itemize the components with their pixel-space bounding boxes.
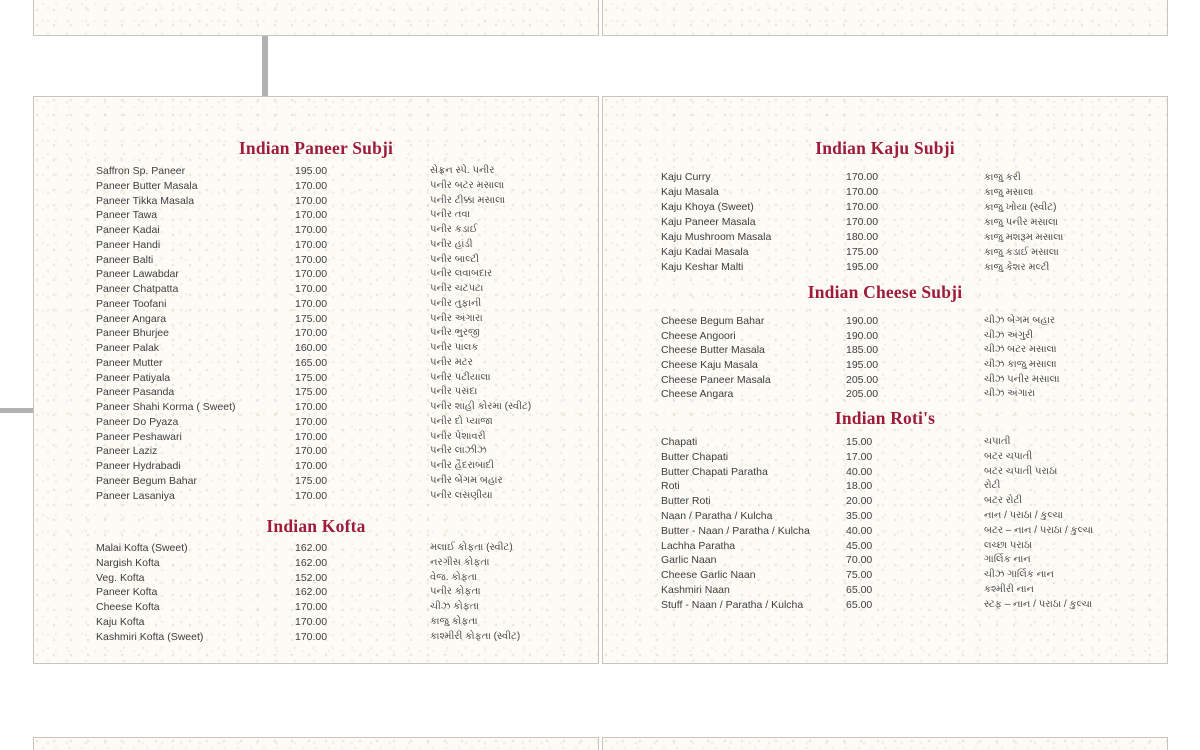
item-price: 170.00 — [846, 171, 879, 183]
item-name-gujarati: પનીર પસંદા — [430, 386, 478, 398]
menu-item-row — [603, 314, 1167, 329]
menu-item-row — [603, 479, 1167, 494]
item-price: 152.00 — [295, 571, 328, 584]
item-name-gujarati: બટર – નાન / પરાઠા / કુલ્ચા — [984, 524, 1094, 536]
item-name: Paneer Pasanda — [96, 386, 175, 399]
item-price: 205.00 — [846, 388, 879, 401]
section-title-cheese-subji: Indian Cheese Subji — [807, 282, 963, 302]
item-name: Paneer Tikka Masala — [96, 194, 195, 207]
item-price: 170.00 — [846, 201, 879, 213]
item-name: Kaju Paneer Masala — [661, 216, 756, 228]
menu-item-row — [603, 245, 1167, 260]
menu-item-row — [603, 598, 1167, 613]
item-name: Kaju Mushroom Masala — [661, 231, 772, 243]
item-name: Garlic Naan — [661, 554, 717, 567]
item-price: 170.00 — [295, 430, 328, 443]
menu-item-row — [34, 400, 598, 415]
menu-item-row — [34, 164, 598, 179]
item-name: Paneer Do Pyaza — [96, 415, 179, 428]
item-price: 170.00 — [846, 216, 879, 228]
item-name: Paneer Handi — [96, 238, 161, 251]
item-name: Paneer Angara — [96, 312, 167, 325]
item-price: 160.00 — [295, 342, 328, 354]
item-name: Paneer Chatpatta — [96, 283, 179, 295]
item-name-gujarati: પનીર તુફાની — [430, 297, 482, 309]
item-price: 45.00 — [846, 539, 873, 552]
item-price: 180.00 — [846, 231, 879, 243]
section-items-cheese-subji — [603, 314, 1167, 402]
item-name: Butter Chapati — [661, 450, 729, 463]
item-name: Saffron Sp. Paneer — [96, 165, 186, 177]
item-name-gujarati: કાજુ પનીર મસાલા — [984, 217, 1059, 228]
section-items-kaju-subji — [603, 170, 1167, 275]
item-name-gujarati: સ્ટફ – નાન / પરાઠા / કુલ્ચા — [984, 598, 1093, 610]
section-items-kofta — [34, 541, 598, 644]
menu-item-row — [34, 489, 598, 504]
item-name: Cheese Garlic Naan — [661, 569, 756, 582]
item-price: 175.00 — [295, 474, 328, 487]
menu-item-row — [34, 630, 598, 645]
item-name: Cheese Kaju Masala — [661, 359, 758, 372]
menu-item-row — [603, 524, 1167, 539]
item-name-gujarati: પનીર લવાબદાર — [430, 268, 493, 280]
item-name-gujarati: ચીઝ ગાર્લિક નાન — [984, 569, 1054, 581]
item-name: Paneer Tawa — [96, 209, 158, 222]
item-price: 75.00 — [846, 569, 873, 582]
menu-item-row — [34, 223, 598, 238]
item-name-gujarati: પનીર પેશાવરી — [430, 430, 486, 442]
item-name: Naan / Paratha / Kulcha — [661, 509, 773, 522]
item-name: Malai Kofta (Sweet) — [96, 542, 188, 554]
menu-card-top-right-partial — [602, 0, 1168, 36]
item-name-gujarati: સેફ્રન સ્પે. પનીર — [430, 165, 495, 176]
item-name: Cheese Butter Masala — [661, 344, 765, 357]
item-price: 195.00 — [846, 261, 879, 273]
menu-item-row — [34, 253, 598, 268]
item-price: 170.00 — [295, 615, 328, 628]
menu-item-row — [34, 385, 598, 400]
item-name-gujarati: પનીર પાલક — [430, 342, 479, 353]
item-name: Paneer Lawabdar — [96, 268, 179, 281]
item-name-gujarati: ચીઝ અંગુરી — [984, 329, 1034, 341]
item-name: Chapati — [661, 436, 698, 448]
item-price: 170.00 — [295, 630, 328, 643]
item-price: 190.00 — [846, 315, 879, 327]
item-name-gujarati: બટર ચપાતી — [984, 450, 1033, 462]
item-name-gujarati: પનીર ચટપટા — [430, 283, 484, 294]
item-name-gujarati: કાજુ કરી — [984, 172, 1021, 183]
item-name: Kashmiri Naan — [661, 583, 730, 596]
item-name: Paneer Balti — [96, 253, 154, 266]
section-title-rotis: Indian Roti's — [834, 408, 936, 428]
item-name-gujarati: પનીર ભુરજી — [430, 327, 480, 339]
item-name: Cheese Kofta — [96, 601, 160, 613]
menu-item-row — [603, 553, 1167, 568]
item-price: 15.00 — [846, 436, 873, 448]
item-price: 170.00 — [295, 268, 328, 281]
item-name: Stuff - Naan / Paratha / Kulcha — [661, 598, 804, 611]
item-name: Paneer Hydrabadi — [96, 460, 181, 472]
item-price: 170.00 — [295, 297, 328, 310]
menu-item-row — [34, 474, 598, 489]
item-name: Cheese Paneer Masala — [661, 373, 771, 386]
item-price: 162.00 — [295, 556, 328, 569]
menu-item-row — [603, 509, 1167, 524]
menu-item-row — [34, 556, 598, 571]
menu-item-row — [603, 450, 1167, 465]
item-name-gujarati: કાજુ મશરૂમ મસાલા — [984, 232, 1064, 243]
item-name-gujarati: કાશ્મીરી કોફતા (સ્વીટ) — [430, 630, 521, 642]
item-price: 170.00 — [295, 401, 328, 413]
menu-item-row — [34, 267, 598, 282]
menu-item-row — [34, 541, 598, 556]
item-price: 170.00 — [295, 445, 328, 458]
item-name-gujarati: પનીર દો પ્યાજા — [430, 415, 493, 427]
menu-item-row — [34, 326, 598, 341]
item-name-gujarati: ચીઝ પનીર મસાલા — [984, 373, 1060, 385]
item-name: Nargish Kofta — [96, 556, 160, 569]
item-price: 70.00 — [846, 554, 873, 567]
item-name: Veg. Kofta — [96, 571, 145, 584]
menu-card-bottom-left-partial — [33, 737, 599, 750]
item-name-gujarati: કાજુ કેશર મલ્ટી — [984, 262, 1050, 273]
item-name-gujarati: ચીઝ બટર મસાલા — [984, 344, 1057, 356]
item-name: Kaju Masala — [661, 186, 719, 198]
item-name-gujarati: વેજ. કોફતા — [430, 571, 478, 583]
menu-item-row — [34, 282, 598, 297]
item-name-gujarati: પનીર બેગમ બહાર — [430, 474, 503, 486]
item-name: Kaju Kofta — [96, 615, 145, 628]
menu-card-paneer-kofta — [33, 96, 599, 664]
item-price: 17.00 — [846, 450, 873, 463]
item-name-gujarati: પનીર શાહી કોરમા (સ્વીટ) — [430, 401, 532, 412]
item-name-gujarati: પનીર મટર — [430, 356, 473, 368]
item-name: Paneer Begum Bahar — [96, 474, 197, 487]
menu-item-row — [603, 329, 1167, 344]
menu-card-top-left-partial — [33, 0, 599, 36]
item-name-gujarati: પનીર હાંડી — [430, 238, 473, 250]
item-name-gujarati: પનીર લાઝીઝ — [430, 445, 487, 457]
item-name-gujarati: બટર ચપાતી પરાઠા — [984, 465, 1058, 477]
item-price: 170.00 — [295, 179, 328, 192]
menu-item-row — [34, 312, 598, 327]
item-name-gujarati: લચ્છા પરાઠા — [984, 539, 1033, 551]
menu-item-row — [603, 260, 1167, 275]
item-price: 170.00 — [295, 253, 328, 266]
item-price: 40.00 — [846, 524, 873, 537]
item-name-gujarati: મલાઈ કોફતા (સ્વીટ) — [430, 542, 513, 553]
menu-item-row — [34, 356, 598, 371]
item-price: 165.00 — [295, 356, 328, 369]
menu-item-row — [603, 215, 1167, 230]
item-name: Paneer Palak — [96, 342, 160, 354]
item-name-gujarati: ચપાતી — [984, 436, 1011, 447]
item-name: Cheese Angara — [661, 388, 734, 401]
menu-item-row — [34, 208, 598, 223]
item-price: 65.00 — [846, 598, 873, 611]
card-connector-line-vertical — [262, 36, 268, 97]
item-name-gujarati: કશ્મીરી નાન — [984, 583, 1035, 595]
menu-item-row — [34, 415, 598, 430]
section-items-paneer-subji — [34, 164, 598, 503]
item-price: 65.00 — [846, 583, 873, 596]
item-price: 170.00 — [295, 238, 328, 251]
item-name-gujarati: કાજુ કડાઈ મસાલા — [984, 247, 1059, 258]
item-name-gujarati: ચીઝ કોફતા — [430, 601, 479, 612]
item-price: 170.00 — [295, 327, 328, 340]
item-name: Paneer Bhurjee — [96, 327, 169, 340]
menu-item-row — [34, 430, 598, 445]
item-name-gujarati: ચીઝ કાજુ મસાલા — [984, 359, 1057, 371]
menu-item-row — [34, 371, 598, 386]
menu-item-row — [603, 358, 1167, 373]
item-price: 35.00 — [846, 509, 873, 522]
item-price: 170.00 — [295, 283, 328, 295]
item-name: Butter - Naan / Paratha / Kulcha — [661, 524, 810, 537]
menu-item-row — [34, 600, 598, 615]
section-title-kaju-subji: Indian Kaju Subji — [815, 138, 955, 158]
menu-item-row — [603, 435, 1167, 450]
menu-card-kaju-cheese-roti — [602, 96, 1168, 664]
section-title-kofta: Indian Kofta — [266, 516, 366, 536]
menu-item-row — [603, 200, 1167, 215]
item-price: 175.00 — [295, 371, 328, 384]
item-name: Kashmiri Kofta (Sweet) — [96, 630, 204, 643]
item-name-gujarati: પનીર બાલ્ટી — [430, 253, 480, 265]
menu-item-row — [34, 585, 598, 600]
item-name-gujarati: બટર રોટી — [984, 495, 1023, 507]
item-price: 170.00 — [295, 209, 328, 222]
item-name-gujarati: ચીઝ અંગારા — [984, 388, 1036, 400]
item-name-gujarati: પનીર પટીયાલા — [430, 371, 491, 383]
item-price: 175.00 — [295, 312, 328, 325]
item-name-gujarati: નરગીસ કોફતા — [430, 556, 490, 568]
item-name-gujarati: કાજુ કોફતા — [430, 615, 478, 627]
item-price: 170.00 — [295, 224, 328, 236]
item-name-gujarati: પનીર બટર મસાલા — [430, 179, 505, 191]
menu-item-row — [34, 238, 598, 253]
item-name: Paneer Kadai — [96, 224, 160, 236]
menu-item-row — [603, 465, 1167, 480]
item-price: 20.00 — [846, 495, 873, 508]
menu-item-row — [603, 568, 1167, 583]
item-name: Lachha Paratha — [661, 539, 736, 552]
item-name: Paneer Butter Masala — [96, 179, 198, 192]
item-price: 162.00 — [295, 586, 328, 599]
item-price: 170.00 — [295, 601, 328, 613]
item-name-gujarati: પનીર કડાઈ — [430, 224, 478, 235]
menu-item-row — [603, 583, 1167, 598]
item-price: 170.00 — [295, 460, 328, 472]
item-price: 205.00 — [846, 373, 879, 386]
menu-item-row — [34, 179, 598, 194]
item-name: Paneer Toofani — [96, 297, 167, 310]
menu-item-row — [34, 444, 598, 459]
item-price: 170.00 — [295, 415, 328, 428]
item-name: Kaju Khoya (Sweet) — [661, 201, 754, 213]
item-name: Paneer Laziz — [96, 445, 158, 458]
item-price: 195.00 — [295, 165, 328, 177]
item-name-gujarati: પનીર કોફતા — [430, 586, 481, 598]
item-price: 162.00 — [295, 542, 328, 554]
item-name-gujarati: પનીર લસણીયા — [430, 489, 493, 501]
item-price: 40.00 — [846, 465, 873, 478]
item-name: Butter Chapati Paratha — [661, 465, 768, 478]
item-name: Paneer Kofta — [96, 586, 158, 599]
menu-item-row — [34, 615, 598, 630]
item-name-gujarati: કાજુ ખોયા (સ્વીટ) — [984, 202, 1057, 213]
item-name-gujarati: નાન / પરાઠા / કુલ્ચા — [984, 509, 1064, 521]
menu-item-row — [603, 387, 1167, 402]
item-name: Paneer Lasaniya — [96, 489, 175, 502]
item-price: 175.00 — [295, 386, 328, 399]
menu-item-row — [34, 459, 598, 474]
menu-item-row — [34, 194, 598, 209]
item-price: 170.00 — [295, 489, 328, 502]
item-name-gujarati: કાજુ મસાલા — [984, 187, 1034, 198]
item-name: Cheese Angoori — [661, 329, 736, 342]
item-name-gujarati: રોટી — [984, 480, 1001, 492]
item-name: Cheese Begum Bahar — [661, 315, 765, 327]
menu-item-row — [603, 539, 1167, 554]
item-name-gujarati: પનીર ટીક્કા મસાલા — [430, 194, 506, 206]
item-name: Butter Roti — [661, 495, 711, 508]
item-price: 195.00 — [846, 359, 879, 372]
card-connector-line-horizontal — [0, 408, 34, 413]
item-price: 175.00 — [846, 246, 879, 258]
menu-item-row — [34, 297, 598, 312]
item-name-gujarati: ચીઝ બેગમ બહાર — [984, 315, 1056, 326]
menu-item-row — [34, 571, 598, 586]
item-price: 18.00 — [846, 480, 873, 493]
item-price: 170.00 — [295, 194, 328, 207]
item-name: Paneer Peshawari — [96, 430, 182, 443]
menu-item-row — [603, 373, 1167, 388]
item-name-gujarati: ગાર્લિક નાન — [984, 554, 1031, 566]
menu-item-row — [603, 230, 1167, 245]
item-price: 170.00 — [846, 186, 879, 198]
item-name: Paneer Patiyala — [96, 371, 171, 384]
item-name-gujarati: પનીર હૈદરાબાદી — [430, 460, 494, 471]
item-name: Kaju Keshar Malti — [661, 261, 744, 273]
item-name: Kaju Curry — [661, 171, 711, 183]
menu-card-bottom-right-partial — [602, 737, 1168, 750]
section-title-paneer-subji: Indian Paneer Subji — [238, 138, 394, 158]
item-name: Kaju Kadai Masala — [661, 246, 749, 258]
item-price: 190.00 — [846, 329, 879, 342]
item-name: Roti — [661, 480, 680, 493]
menu-item-row — [34, 341, 598, 356]
item-name: Paneer Shahi Korma ( Sweet) — [96, 401, 236, 413]
item-name-gujarati: પનીર તવા — [430, 209, 471, 221]
menu-item-row — [603, 343, 1167, 358]
item-price: 185.00 — [846, 344, 879, 357]
menu-item-row — [603, 170, 1167, 185]
menu-item-row — [603, 494, 1167, 509]
item-name: Paneer Mutter — [96, 356, 163, 369]
menu-item-row — [603, 185, 1167, 200]
section-items-rotis — [603, 435, 1167, 613]
item-name-gujarati: પનીર અંગારા — [430, 312, 483, 324]
